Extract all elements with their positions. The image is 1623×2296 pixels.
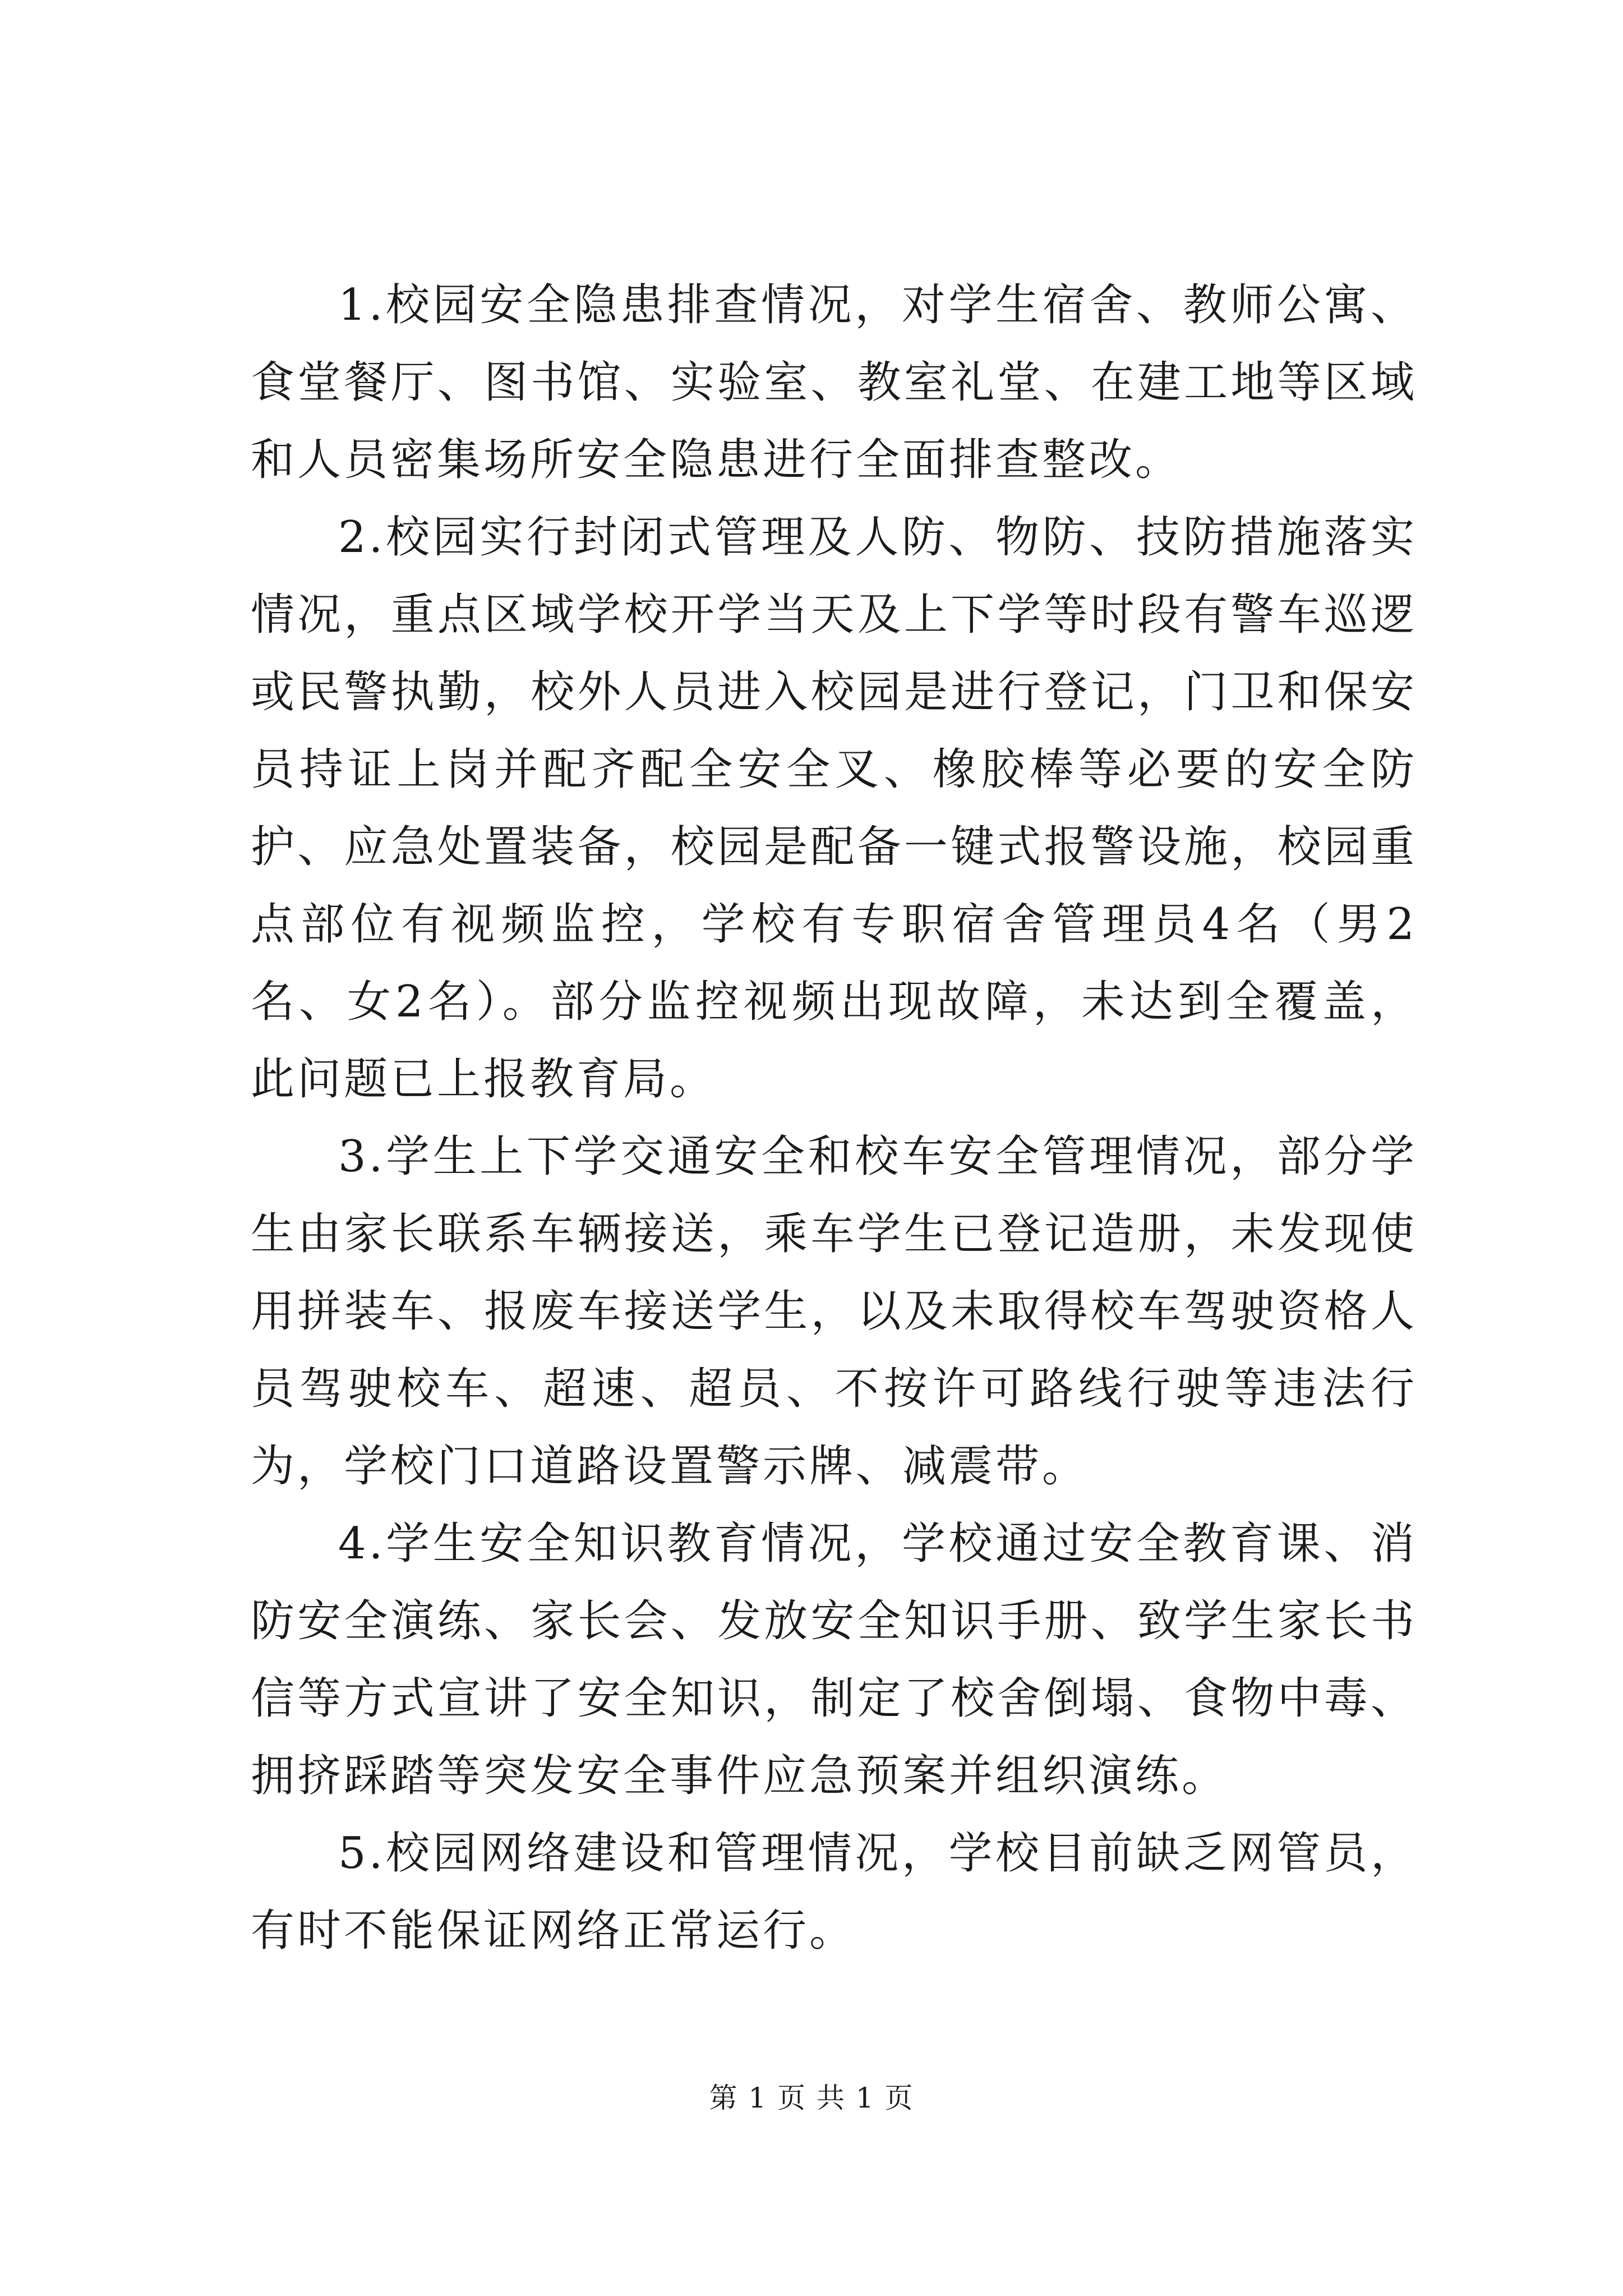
- paragraph-4: 4.学生安全知识教育情况，学校通过安全教育课、消防安全演练、家长会、发放安全知识手册、致学生家长书信等方式宣讲了安全知识，制定了校舍倒塌、食物中毒、拥挤踩踏等突发安全事件应急预案并组织演练。: [251, 1519, 1417, 1801]
- document-body: [251, 266, 1417, 1970]
- paragraph-5: 5.校园网络建设和管理情况，学校目前缺乏网管员，有时不能保证网络正常运行。: [251, 1828, 1417, 1956]
- paragraph-3: 3.学生上下学交通安全和校车安全管理情况，部分学生由家长联系车辆接送，乘车学生已登记造册，未发现使用拼装车、报废车接送学生，以及未取得校车驾驶资格人员驾驶校车、超速、超员、不按许可路线行驶等违法行为，学校门口道路设置警示牌、减震带。: [251, 1131, 1417, 1492]
- paragraph-2: 2.校园实行封闭式管理及人防、物防、技防措施落实情况，重点区域学校开学当天及上下学等时段有警车巡逻或民警执勤，校外人员进入校园是进行登记，门卫和保安员持证上岗并配齐配全安全叉、橡胶棒等必要的安全防护、应急处置装备，校园是配备一键式报警设施，校园重点部位有视频监控，学校有专职宿舍管理员4名（男2名、女2名）。部分监控视频出现故障，未达到全覆盖，此问题已上报教育局。: [251, 512, 1417, 1105]
- page-footer: 第 1 页 共 1 页: [709, 2082, 914, 2114]
- paragraph-1: 1.校园安全隐患排查情况，对学生宿舍、教师公寓、食堂餐厅、图书馆、实验室、教室礼堂、在建工地等区域和人员密集场所安全隐患进行全面排查整改。: [251, 280, 1417, 485]
